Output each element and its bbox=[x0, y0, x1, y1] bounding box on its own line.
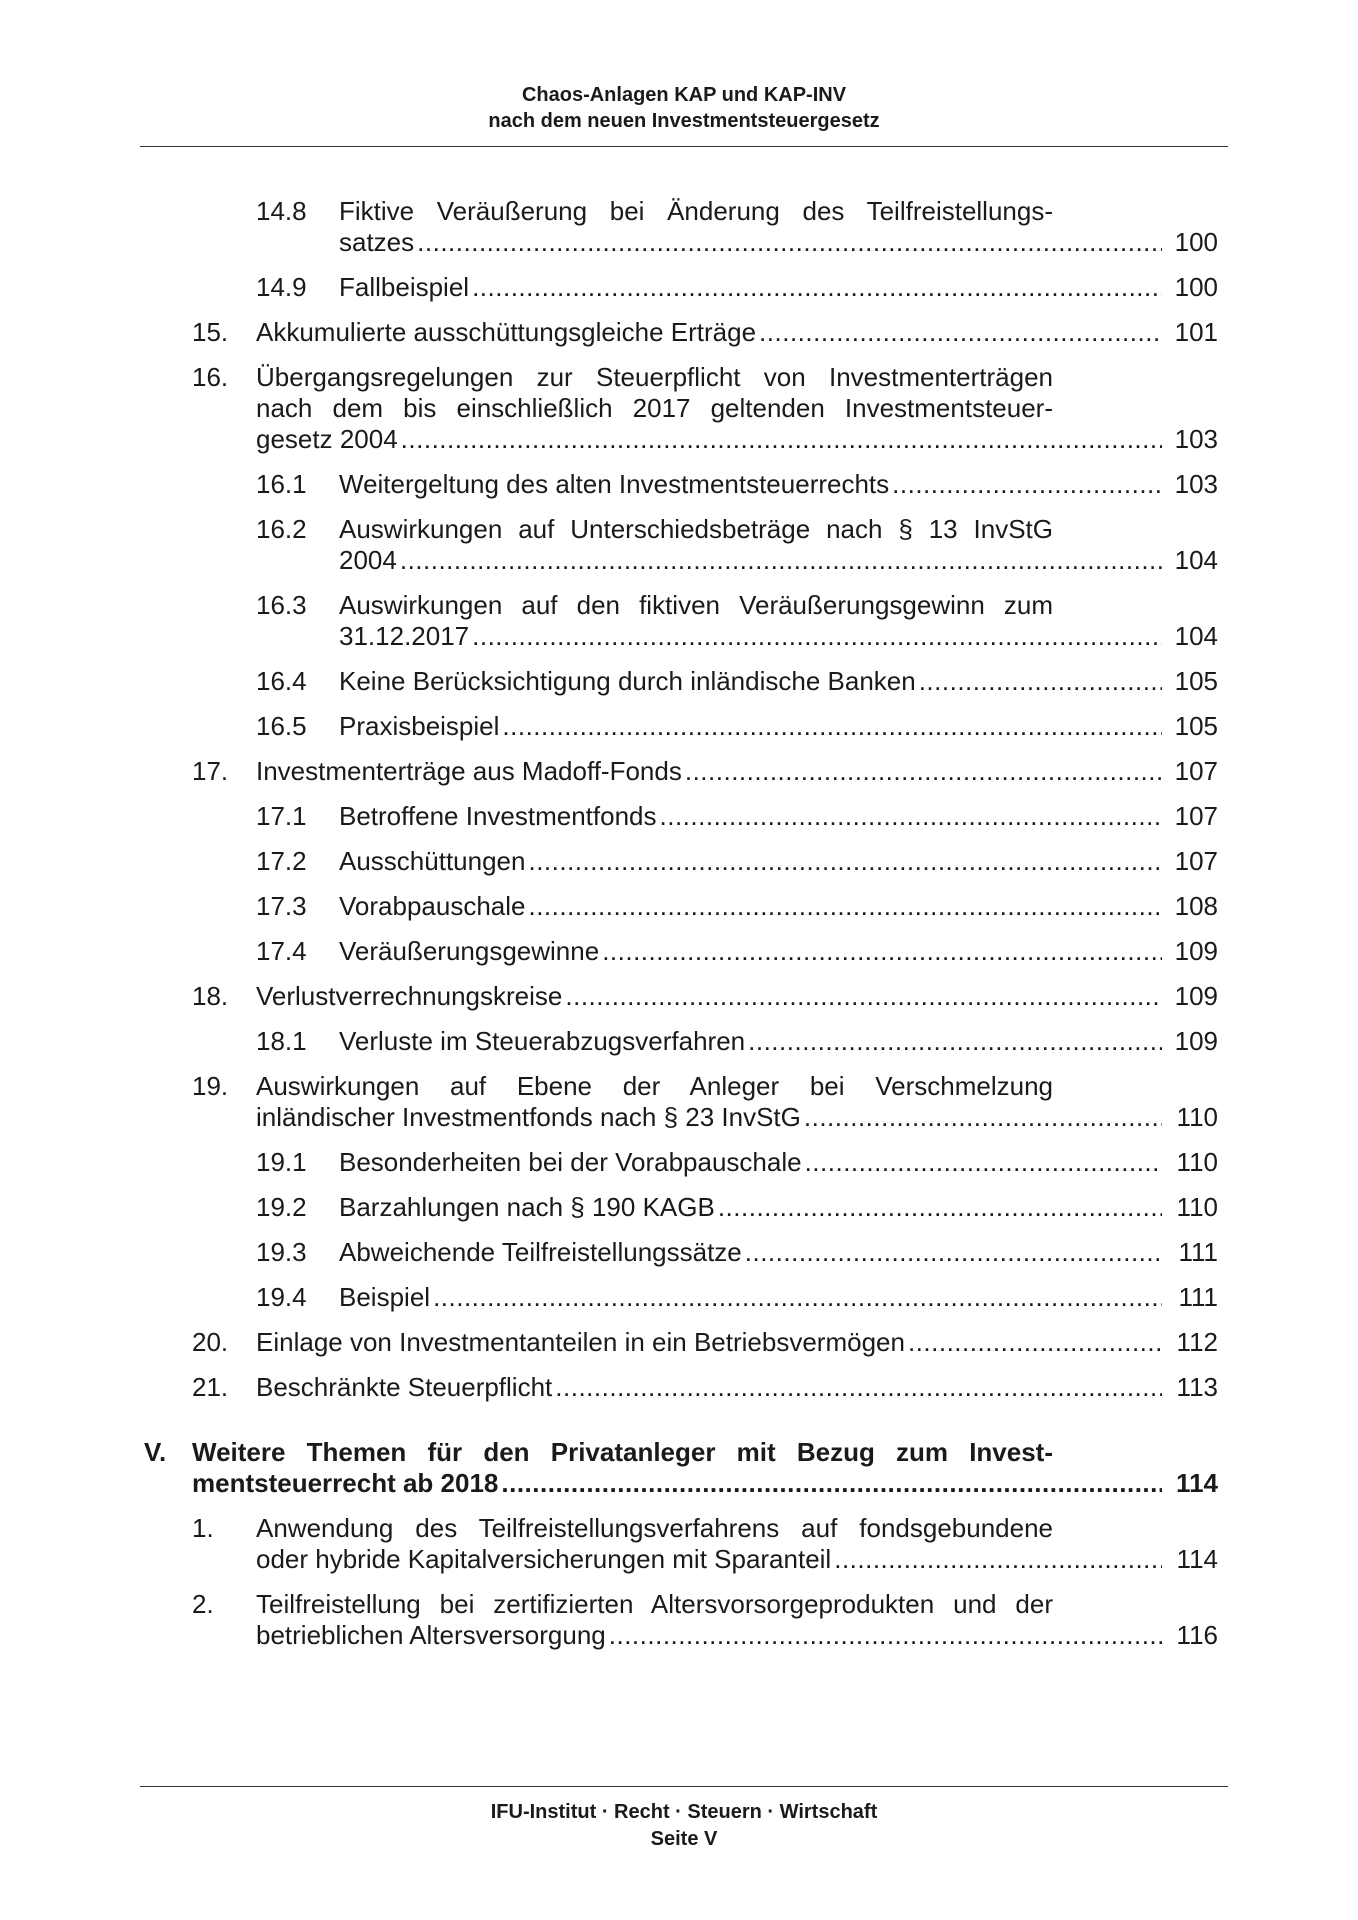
toc-entry-number: 19.3 bbox=[256, 1237, 307, 1267]
toc-entry-page-number: 104 bbox=[1174, 621, 1218, 651]
dot-leader bbox=[748, 1026, 1162, 1057]
toc-entry bbox=[0, 1192, 1358, 1223]
toc-entry-number: 19.2 bbox=[256, 1192, 307, 1222]
toc-entry-title-text: Fallbeispiel bbox=[339, 272, 470, 302]
toc-entry-title bbox=[339, 196, 1218, 258]
toc-entry-title-text: Verluste im Steuerabzugsverfahren bbox=[339, 1026, 746, 1056]
toc-entry-number: 19. bbox=[192, 1071, 229, 1101]
dot-leader bbox=[660, 801, 1163, 832]
toc-entry-number: 16. bbox=[192, 362, 229, 392]
toc-entry-number: 16.4 bbox=[256, 666, 307, 696]
toc-entry bbox=[0, 666, 1358, 697]
toc-entry-title-text: Verlustverrechnungskreise bbox=[256, 981, 563, 1011]
toc-entry-final-line bbox=[339, 666, 1218, 697]
toc-entry-title bbox=[339, 846, 1218, 877]
toc-entry-title-text: Beschränkte Steuerpflicht bbox=[256, 1372, 553, 1402]
toc-entry bbox=[0, 846, 1358, 877]
toc-entry-title-line: Auswirkungen auf Ebene der Anleger bei Verschmelzung bbox=[256, 1071, 1053, 1101]
dot-leader bbox=[804, 1102, 1162, 1133]
toc-entry-title-text: Einlage von Investmentanteilen in ein Betriebsvermögen bbox=[256, 1327, 905, 1357]
footer-divider bbox=[140, 1786, 1228, 1787]
dot-leader bbox=[919, 666, 1162, 697]
toc-entry-number: 16.2 bbox=[256, 514, 307, 544]
dot-leader bbox=[834, 1544, 1162, 1575]
toc-entry-page-number: 103 bbox=[1174, 469, 1218, 499]
toc-entry-final-line bbox=[339, 621, 1218, 652]
toc-entry-number: 14.8 bbox=[256, 196, 307, 226]
toc-entry-page-number: 105 bbox=[1174, 711, 1218, 741]
toc-entry-final-line bbox=[256, 1620, 1218, 1651]
toc-entry-final-line bbox=[339, 545, 1218, 576]
toc-entry-page-number: 116 bbox=[1176, 1620, 1218, 1650]
toc-entry-number: 17. bbox=[192, 756, 229, 786]
toc-entry-title bbox=[339, 936, 1218, 967]
toc-entry-page-number: 107 bbox=[1174, 756, 1218, 786]
toc-entry bbox=[0, 936, 1358, 967]
dot-leader bbox=[417, 227, 1162, 258]
dot-leader bbox=[685, 756, 1162, 787]
toc-entry bbox=[0, 362, 1358, 455]
dot-leader bbox=[718, 1192, 1162, 1223]
toc-entry-number: 18. bbox=[192, 981, 229, 1011]
toc-entry bbox=[0, 272, 1358, 303]
toc-entry-title bbox=[339, 514, 1218, 576]
toc-entry-title bbox=[192, 1437, 1218, 1499]
toc-entry-page-number: 107 bbox=[1174, 801, 1218, 831]
toc-entry-title-text: Veräußerungsgewinne bbox=[339, 936, 600, 966]
toc-entry-final-line bbox=[339, 1237, 1218, 1268]
toc-entry-title-line: Teilfreistellung bei zertifizierten Altersvorsorgeprodukten und der bbox=[256, 1589, 1053, 1619]
toc-entry-title-text: Abweichende Teilfreistellungssätze bbox=[339, 1237, 742, 1267]
dot-leader bbox=[565, 981, 1162, 1012]
toc-entry bbox=[0, 1147, 1358, 1178]
toc-entry bbox=[0, 1237, 1358, 1268]
toc-entry-final-line bbox=[256, 317, 1218, 348]
toc-entry-final-line bbox=[339, 1192, 1218, 1223]
toc-entry-title-text: Beispiel bbox=[339, 1282, 431, 1312]
toc-entry-page-number: 111 bbox=[1178, 1282, 1218, 1312]
toc-entry-page-number: 105 bbox=[1174, 666, 1218, 696]
toc-entry bbox=[0, 1589, 1358, 1651]
toc-entry-final-line bbox=[339, 469, 1218, 500]
toc-entry-title bbox=[256, 1372, 1218, 1403]
toc-entry-title-text: Praxisbeispiel bbox=[339, 711, 500, 741]
toc-entry-final-line bbox=[256, 981, 1218, 1012]
toc-entry-title-text: satzes bbox=[339, 227, 415, 257]
toc-entry-title-text: 2004 bbox=[339, 545, 397, 575]
dot-leader bbox=[745, 1237, 1162, 1268]
toc-entry-page-number: 112 bbox=[1176, 1327, 1218, 1357]
toc-entry-page-number: 100 bbox=[1174, 272, 1218, 302]
dot-leader bbox=[472, 272, 1162, 303]
toc-entry-final-line bbox=[339, 227, 1218, 258]
table-of-contents bbox=[0, 196, 1358, 1665]
toc-entry-final-line bbox=[192, 1468, 1218, 1499]
toc-entry-page-number: 103 bbox=[1174, 424, 1218, 454]
toc-entry-title bbox=[256, 756, 1218, 787]
toc-entry-final-line bbox=[256, 756, 1218, 787]
toc-entry-title bbox=[256, 317, 1218, 348]
dot-leader bbox=[609, 1620, 1162, 1651]
toc-entry-title-line: nach dem bis einschließlich 2017 geltenden Investmentsteuer- bbox=[256, 393, 1053, 423]
toc-entry-final-line bbox=[339, 272, 1218, 303]
toc-entry-title bbox=[339, 666, 1218, 697]
toc-section-heading bbox=[0, 1437, 1358, 1499]
toc-entry-title-text: Keine Berücksichtigung durch inländische Banken bbox=[339, 666, 916, 696]
header-subtitle: nach dem neuen Investmentsteuergesetz bbox=[488, 110, 880, 132]
dot-leader bbox=[472, 621, 1162, 652]
dot-leader bbox=[433, 1282, 1162, 1313]
toc-entry-number: 18.1 bbox=[256, 1026, 307, 1056]
toc-entry-number: 21. bbox=[192, 1372, 229, 1402]
footer-institute: IFU-Institut · Recht · Steuern · Wirtschaft bbox=[490, 1801, 878, 1823]
page-header bbox=[140, 82, 1228, 134]
toc-entry-page-number: 113 bbox=[1176, 1372, 1218, 1402]
toc-entry-final-line bbox=[256, 424, 1218, 455]
toc-entry-page-number: 108 bbox=[1174, 891, 1218, 921]
toc-entry bbox=[0, 711, 1358, 742]
toc-entry-title-text: Investmenterträge aus Madoff-Fonds bbox=[256, 756, 682, 786]
toc-entry-number: V. bbox=[144, 1437, 167, 1467]
toc-entry-title-text: Vorabpauschale bbox=[339, 891, 526, 921]
toc-entry-title bbox=[339, 272, 1218, 303]
toc-entry bbox=[0, 469, 1358, 500]
toc-entry-title bbox=[339, 1282, 1218, 1313]
toc-entry-title-line: Weitere Themen für den Privatanleger mit Bezug zum Invest- bbox=[192, 1437, 1053, 1467]
toc-entry-number: 19.1 bbox=[256, 1147, 307, 1177]
toc-entry bbox=[0, 1327, 1358, 1358]
toc-entry-title-text: 31.12.2017 bbox=[339, 621, 470, 651]
toc-entry-page-number: 110 bbox=[1176, 1192, 1218, 1222]
dot-leader bbox=[555, 1372, 1162, 1403]
toc-entry-page-number: 109 bbox=[1174, 936, 1218, 966]
toc-entry bbox=[0, 1372, 1358, 1403]
toc-entry-number: 1. bbox=[192, 1513, 214, 1543]
toc-entry-page-number: 110 bbox=[1176, 1147, 1218, 1177]
toc-entry bbox=[0, 514, 1358, 576]
toc-entry-title bbox=[256, 362, 1218, 455]
toc-entry-final-line bbox=[339, 1026, 1218, 1057]
toc-entry-title-text: Barzahlungen nach § 190 KAGB bbox=[339, 1192, 715, 1222]
toc-entry-page-number: 110 bbox=[1176, 1102, 1218, 1132]
toc-entry-number: 14.9 bbox=[256, 272, 307, 302]
toc-entry-page-number: 114 bbox=[1176, 1468, 1218, 1498]
toc-entry-final-line bbox=[339, 711, 1218, 742]
toc-entry-title bbox=[256, 1589, 1218, 1651]
toc-entry-title-line: Auswirkungen auf den fiktiven Veräußerungsgewinn zum bbox=[339, 590, 1053, 620]
toc-entry-page-number: 107 bbox=[1174, 846, 1218, 876]
page-number: Seite V bbox=[650, 1828, 718, 1850]
toc-entry-title bbox=[339, 469, 1218, 500]
dot-leader bbox=[528, 891, 1162, 922]
dot-leader bbox=[602, 936, 1162, 967]
toc-entry bbox=[0, 317, 1358, 348]
toc-entry-title bbox=[339, 1237, 1218, 1268]
dot-leader bbox=[892, 469, 1162, 500]
toc-entry-title bbox=[256, 1513, 1218, 1575]
dot-leader bbox=[501, 1468, 1162, 1499]
toc-entry-final-line bbox=[256, 1327, 1218, 1358]
toc-entry-title bbox=[339, 590, 1218, 652]
toc-entry bbox=[0, 981, 1358, 1012]
toc-entry-page-number: 109 bbox=[1174, 1026, 1218, 1056]
toc-entry-title-text: Betroffene Investmentfonds bbox=[339, 801, 657, 831]
toc-entry-title bbox=[339, 1026, 1218, 1057]
toc-entry-final-line bbox=[339, 1282, 1218, 1313]
toc-entry-number: 2. bbox=[192, 1589, 214, 1619]
dot-leader bbox=[400, 545, 1162, 576]
toc-entry-number: 15. bbox=[192, 317, 229, 347]
toc-entry bbox=[0, 891, 1358, 922]
toc-entry-page-number: 109 bbox=[1174, 981, 1218, 1011]
toc-entry-number: 20. bbox=[192, 1327, 229, 1357]
toc-entry-final-line bbox=[339, 891, 1218, 922]
toc-entry-title-text: gesetz 2004 bbox=[256, 424, 398, 454]
toc-entry-title bbox=[339, 801, 1218, 832]
toc-entry-final-line bbox=[256, 1544, 1218, 1575]
toc-entry-page-number: 111 bbox=[1178, 1237, 1218, 1267]
toc-entry bbox=[0, 590, 1358, 652]
toc-entry-title-text: Ausschüttungen bbox=[339, 846, 526, 876]
toc-entry-title bbox=[256, 1327, 1218, 1358]
toc-entry-title-line: Übergangsregelungen zur Steuerpflicht von Investmenterträgen bbox=[256, 362, 1053, 392]
toc-entry bbox=[0, 756, 1358, 787]
toc-entry bbox=[0, 196, 1358, 258]
toc-entry-title-text: Besonderheiten bei der Vorabpauschale bbox=[339, 1147, 802, 1177]
toc-entry-page-number: 101 bbox=[1174, 317, 1218, 347]
toc-entry-title bbox=[339, 891, 1218, 922]
toc-entry-title-line: Fiktive Veräußerung bei Änderung des Teilfreistellungs- bbox=[339, 196, 1053, 226]
dot-leader bbox=[908, 1327, 1162, 1358]
toc-entry-number: 16.3 bbox=[256, 590, 307, 620]
toc-entry-page-number: 100 bbox=[1174, 227, 1218, 257]
toc-entry-title bbox=[256, 981, 1218, 1012]
toc-entry-page-number: 104 bbox=[1174, 545, 1218, 575]
toc-entry-title-text: mentsteuerrecht ab 2018 bbox=[192, 1468, 499, 1498]
toc-entry-number: 19.4 bbox=[256, 1282, 307, 1312]
toc-entry-page-number: 114 bbox=[1176, 1544, 1218, 1574]
header-title: Chaos-Anlagen KAP und KAP-INV bbox=[521, 84, 847, 106]
toc-entry-final-line bbox=[256, 1372, 1218, 1403]
dot-leader bbox=[759, 317, 1162, 348]
toc-entry-final-line bbox=[256, 1102, 1218, 1133]
toc-entry-title bbox=[256, 1071, 1218, 1133]
toc-entry-number: 16.1 bbox=[256, 469, 307, 499]
dot-leader bbox=[502, 711, 1162, 742]
toc-entry bbox=[0, 1071, 1358, 1133]
toc-entry-title bbox=[339, 1147, 1218, 1178]
toc-entry-title-text: Akkumulierte ausschüttungsgleiche Erträge bbox=[256, 317, 757, 347]
dot-leader bbox=[401, 424, 1162, 455]
toc-entry-title bbox=[339, 711, 1218, 742]
toc-entry-final-line bbox=[339, 936, 1218, 967]
toc-entry-final-line bbox=[339, 801, 1218, 832]
dot-leader bbox=[805, 1147, 1162, 1178]
toc-entry-number: 17.1 bbox=[256, 801, 307, 831]
toc-entry-title-text: betrieblichen Altersversorgung bbox=[256, 1620, 606, 1650]
toc-entry-title-line: Anwendung des Teilfreistellungsverfahrens auf fondsgebundene bbox=[256, 1513, 1053, 1543]
toc-entry-title-line: Auswirkungen auf Unterschiedsbeträge nach § 13 InvStG bbox=[339, 514, 1053, 544]
toc-entry bbox=[0, 1026, 1358, 1057]
toc-entry bbox=[0, 1282, 1358, 1313]
toc-entry-title-text: Weitergeltung des alten Investmentsteuerrechts bbox=[339, 469, 890, 499]
toc-entry bbox=[0, 1513, 1358, 1575]
toc-entry-number: 17.3 bbox=[256, 891, 307, 921]
toc-entry-title-text: oder hybride Kapitalversicherungen mit Sparanteil bbox=[256, 1544, 832, 1574]
toc-entry-number: 16.5 bbox=[256, 711, 307, 741]
toc-entry-title bbox=[339, 1192, 1218, 1223]
toc-entry bbox=[0, 801, 1358, 832]
dot-leader bbox=[528, 846, 1162, 877]
toc-entry-final-line bbox=[339, 846, 1218, 877]
header-divider bbox=[140, 146, 1228, 147]
toc-entry-number: 17.2 bbox=[256, 846, 307, 876]
toc-entry-final-line bbox=[339, 1147, 1218, 1178]
toc-entry-title-text: inländischer Investmentfonds nach § 23 InvStG bbox=[256, 1102, 801, 1132]
toc-entry-number: 17.4 bbox=[256, 936, 307, 966]
page-footer bbox=[140, 1799, 1228, 1853]
